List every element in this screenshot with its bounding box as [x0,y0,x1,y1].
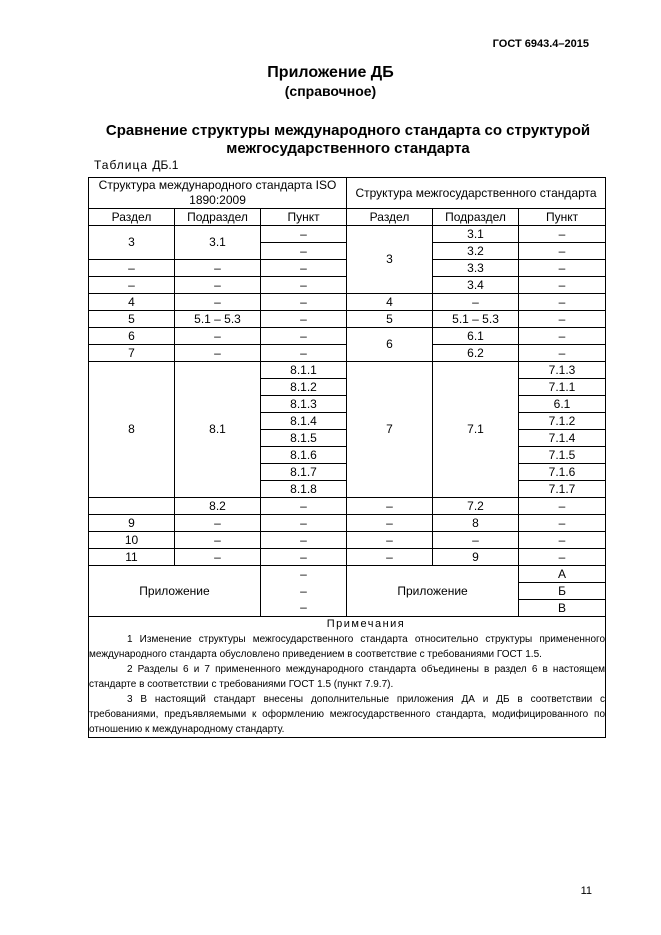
col-subsection-inter: Подраздел [433,209,519,226]
cell: 8.1.4 [261,413,347,430]
intl-structure-header: Структура международного стандарта ISO 1890:2009 [89,178,347,209]
cell: 3 [89,226,175,260]
table-label [94,158,178,172]
cell: – [175,328,261,345]
table-column-header-row [89,209,606,226]
cell: – [519,311,606,328]
cell: 3.3 [433,260,519,277]
cell: – [261,532,347,549]
cell: 8.1.7 [261,464,347,481]
col-subsection-intl: Подраздел [175,209,261,226]
table-label-word: Таблица [94,158,149,172]
cell: – [519,328,606,345]
col-section-inter: Раздел [347,209,433,226]
cell: 4 [89,294,175,311]
cell: 8.1.6 [261,447,347,464]
cell: 11 [89,549,175,566]
standard-number: ГОСТ 6943.4–2015 [492,38,589,50]
cell: 8.1.8 [261,481,347,498]
cell: – [261,498,347,515]
cell: – [519,294,606,311]
cell: 6 [347,328,433,362]
cell: – [261,294,347,311]
cell: – [519,260,606,277]
cell: – [519,549,606,566]
cell: – [261,515,347,532]
cell: – [347,498,433,515]
cell: – [433,294,519,311]
cell: – [347,515,433,532]
table-row [89,566,606,583]
table-heading [88,122,608,158]
cell: 6.1 [519,396,606,413]
cell: 8.1.5 [261,430,347,447]
cell: – [433,532,519,549]
notes-row [89,617,606,738]
cell: – [347,532,433,549]
cell: 9 [89,515,175,532]
cell: 5.1 – 5.3 [433,311,519,328]
table-row [89,311,606,328]
cell: 7.2 [433,498,519,515]
cell: – [519,277,606,294]
cell: 5 [347,311,433,328]
cell: 9 [433,549,519,566]
cell: 7.1.4 [519,430,606,447]
table-row [89,549,606,566]
cell: 7.1.3 [519,362,606,379]
cell: – [261,549,347,566]
cell: 7.1.2 [519,413,606,430]
cell: – [175,345,261,362]
cell: 6.1 [433,328,519,345]
cell: А [519,566,606,583]
cell: – [261,345,347,362]
cell: – [519,532,606,549]
cell: – [261,260,347,277]
col-item-inter: Пункт [519,209,606,226]
cell: – [89,260,175,277]
cell [89,498,175,515]
cell: В [519,600,606,617]
cell: – [261,583,347,600]
cell: – [261,328,347,345]
cell: – [261,243,347,260]
table-heading-line-2: межгосударственного стандарта [226,140,470,157]
cell: 7 [347,362,433,498]
cell: – [519,515,606,532]
cell: – [261,600,347,617]
notes-title: Примечания [326,618,406,630]
cell: 8.2 [175,498,261,515]
notes [89,617,606,738]
cell: 8 [89,362,175,498]
cell: 7.1 [433,362,519,498]
table-row [89,498,606,515]
cell: 3.2 [433,243,519,260]
cell: – [175,549,261,566]
table-label-number: ДБ.1 [152,158,179,172]
note-2: 2 Разделы 6 и 7 примененного международного стандарта объединены в раздел 6 в настоящем стандарте в соответствии с требованиями ГОСТ 1.5 (пункт 7.9.7). [89,664,606,690]
cell: 7.1.5 [519,447,606,464]
cell: 3 [347,226,433,294]
col-section-intl: Раздел [89,209,175,226]
appendix-label-inter: Приложение [347,566,519,617]
table-row [89,515,606,532]
col-item-intl: Пункт [261,209,347,226]
table-row [89,362,606,379]
cell: – [261,311,347,328]
cell: – [89,277,175,294]
cell: – [175,532,261,549]
cell: – [261,277,347,294]
cell: 7 [89,345,175,362]
cell: – [519,345,606,362]
cell: 7.1.6 [519,464,606,481]
cell: 8 [433,515,519,532]
cell: – [347,549,433,566]
cell: – [261,226,347,243]
cell: 8.1.1 [261,362,347,379]
table-row [89,532,606,549]
cell: 3.4 [433,277,519,294]
table-header-row [89,178,606,209]
cell: – [519,498,606,515]
cell: 10 [89,532,175,549]
cell: – [175,260,261,277]
appendix-subtitle: (справочное) [284,83,377,99]
cell: 4 [347,294,433,311]
cell: – [519,226,606,243]
cell: – [261,566,347,583]
cell: 6.2 [433,345,519,362]
cell: 6 [89,328,175,345]
cell: 8.1.2 [261,379,347,396]
cell: – [175,515,261,532]
table-row [89,328,606,345]
cell: 8.1.3 [261,396,347,413]
note-1: 1 Изменение структуры межгосударственного стандарта относительно структуры примененного международного стандарта обусловлено приведением в соответствие с требованиями ГОСТ 1.5. [89,634,606,660]
cell: 3.1 [433,226,519,243]
table-row [89,226,606,243]
page-number: 11 [580,885,592,897]
cell: – [519,243,606,260]
comparison-table [88,177,606,738]
cell: 7.1.1 [519,379,606,396]
cell: – [175,277,261,294]
table-heading-line-1: Сравнение структуры международного стандарта со структурой [105,122,591,139]
cell: 8.1 [175,362,261,498]
interstate-structure-header: Структура межгосударственного стандарта [347,178,606,209]
cell: 7.1.7 [519,481,606,498]
table-row [89,294,606,311]
appendix-label-intl: Приложение [89,566,261,617]
cell: 5.1 – 5.3 [175,311,261,328]
cell: Б [519,583,606,600]
cell: 5 [89,311,175,328]
note-3: 3 В настоящий стандарт внесены дополнительные приложения ДА и ДБ в соответствии с требованиями, предъявляемыми к оформлению межгосударственного стандарта, модифицированного по отношению к международному стандарту. [89,694,606,735]
cell: 3.1 [175,226,261,260]
cell: – [175,294,261,311]
appendix-title: Приложение ДБ [267,64,394,81]
